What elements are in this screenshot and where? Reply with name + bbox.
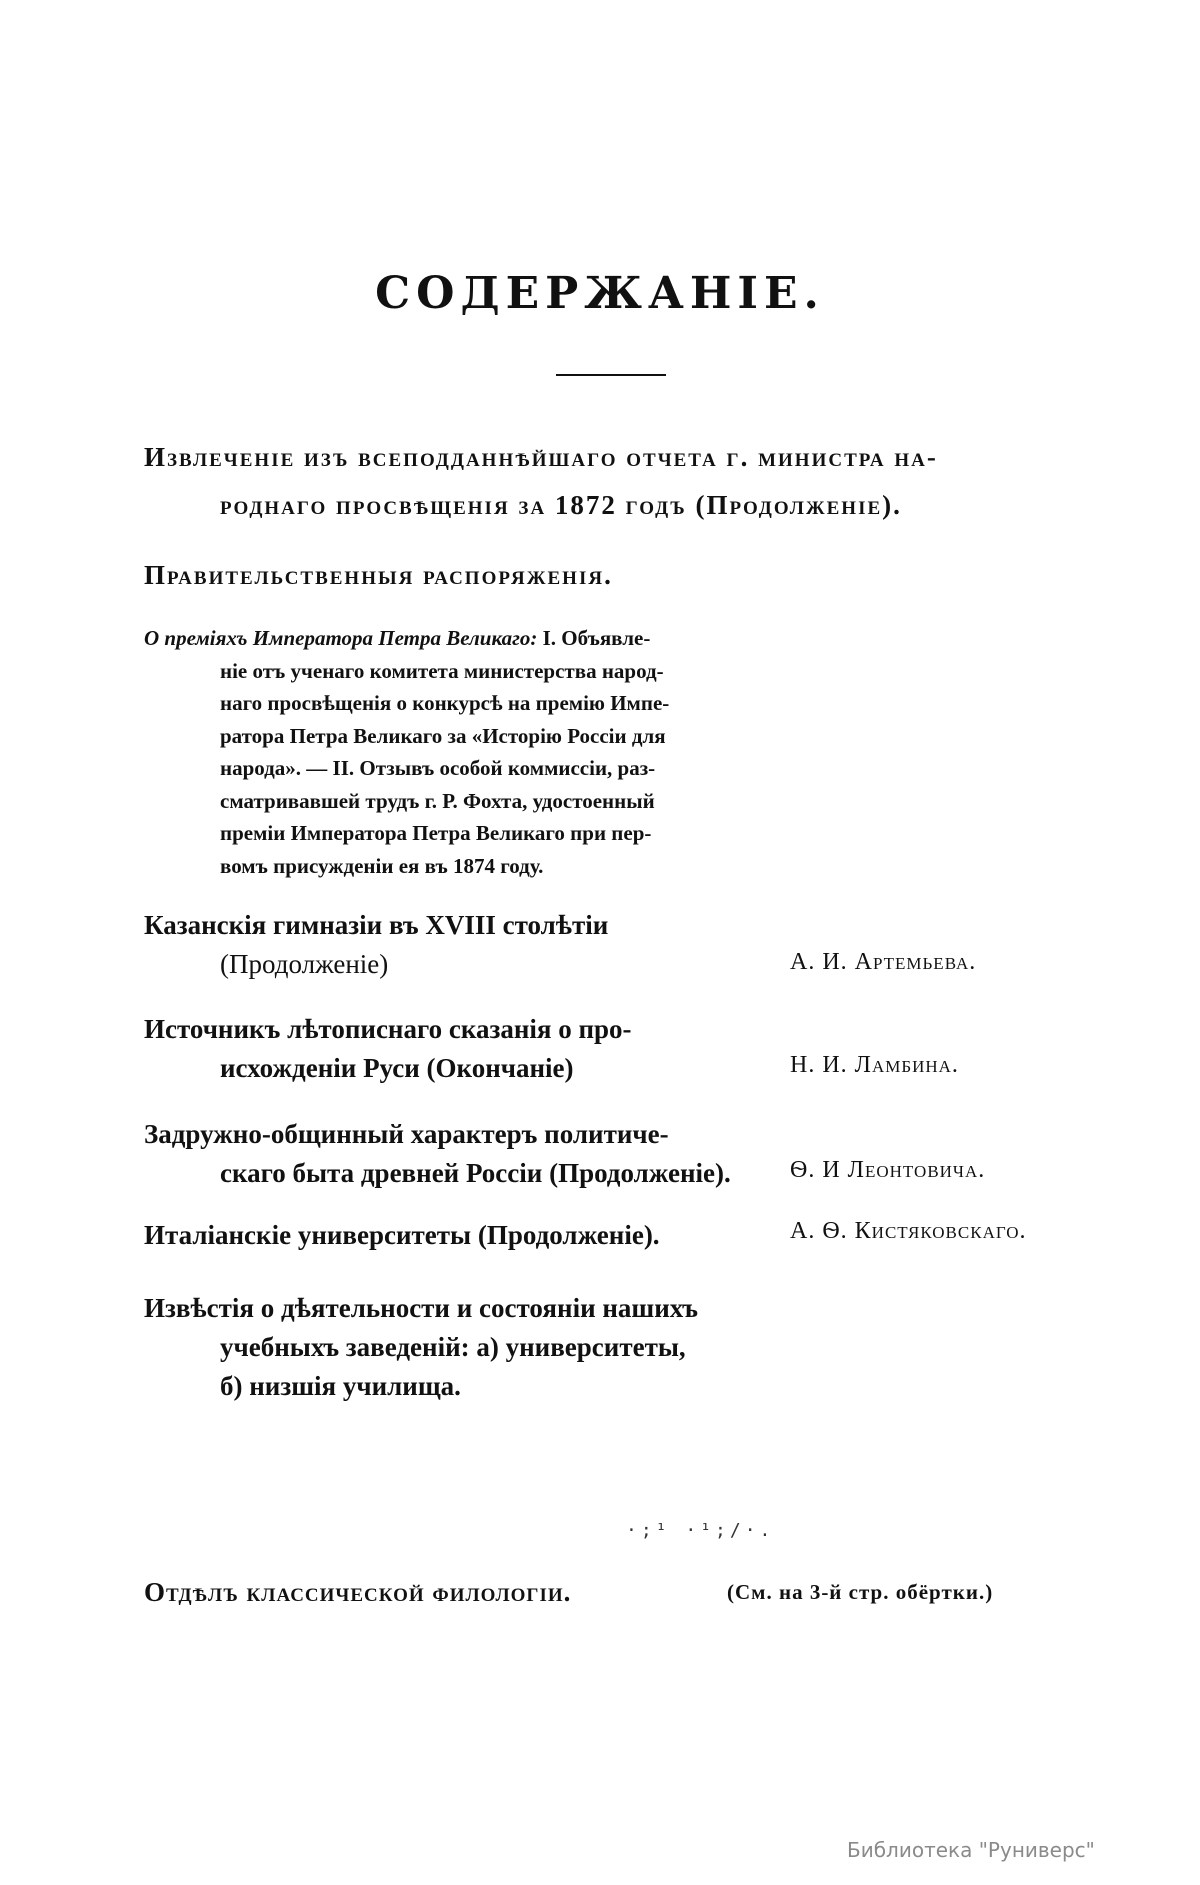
entry-title: Италіанскіе университеты (Продолженіе). — [144, 1220, 660, 1250]
entry-title: Источникъ лѣтописнаго сказанія о про- — [144, 1014, 632, 1044]
intro-entry — [144, 433, 1074, 529]
decree-line: ратора Петра Великаго за «Исторію Россіи для — [220, 723, 666, 748]
entry-subtitle: скаго быта древней Россіи (Продолженіе). — [220, 1158, 731, 1188]
entry-author: Н. И. Ламбина. — [790, 1052, 959, 1078]
decree-line: сматривавшей трудъ г. Р. Фохта, удостоенный — [220, 788, 655, 813]
entry-title: Извѣстія о дѣятельности и состояніи нашихъ — [144, 1293, 699, 1323]
entry-subtitle: исхожденіи Руси (Окончаніе) — [220, 1053, 574, 1083]
entry-title: Задружно-общинный характеръ политиче- — [144, 1119, 669, 1149]
entry-author: Ѳ. И Леонтовича. — [790, 1157, 986, 1183]
decree-line-1 — [144, 622, 794, 655]
decree-line: наго просвѣщенія о конкурсѣ на премію Импе- — [220, 691, 670, 715]
decree-line: народа». — II. Отзывъ особой коммиссіи, раз- — [220, 756, 656, 780]
library-watermark: Библиотека "Руниверс" — [847, 1838, 1095, 1862]
entry-author: А. И. Артемьева. — [790, 949, 977, 975]
decree-line: вомъ присужденіи ея въ 1874 году. — [220, 853, 544, 878]
page-title: СОДЕРЖАНІЕ. — [375, 268, 825, 319]
print-marks: ·;¹ ·¹;/·. — [626, 1520, 775, 1541]
gov-orders-text — [144, 622, 794, 882]
gov-orders-heading: Правительственныя распоряженія. — [144, 560, 613, 590]
entry-subtitle: (Продолженіе) — [220, 949, 389, 979]
decree-line: преміи Императора Петра Великаго при пер- — [220, 821, 652, 845]
toc-entry-school-news — [144, 1289, 1084, 1406]
entry-subtitle: б) низшія училища. — [220, 1371, 461, 1401]
intro-line-2: роднаго просвѣщенія за 1872 годъ (Продолженіе). — [220, 490, 902, 520]
entry-author: А. Ѳ. Кистяковскаго. — [790, 1218, 1027, 1244]
decree-line: ніе отъ ученаго комитета министерства народ- — [220, 658, 664, 683]
classical-philology-heading: Отдѣлъ классической филологіи. — [144, 1577, 572, 1607]
cover-reference-note: (См. на 3-й стр. обёртки.) — [727, 1580, 994, 1604]
entry-subtitle: учебныхъ заведеній: а) университеты, — [220, 1332, 686, 1362]
intro-line-1: Извлеченіе изъ всеподданнѣйшаго отчета г. министра на- — [144, 442, 938, 472]
decree-lead: О преміяхъ Императора Петра Великаго: — [144, 626, 538, 650]
decree-line-1-text: I. Объявле- — [542, 626, 651, 650]
entry-title: Казанскія гимназіи въ XVIII столѣтіи — [144, 910, 609, 940]
title-divider — [556, 374, 666, 376]
